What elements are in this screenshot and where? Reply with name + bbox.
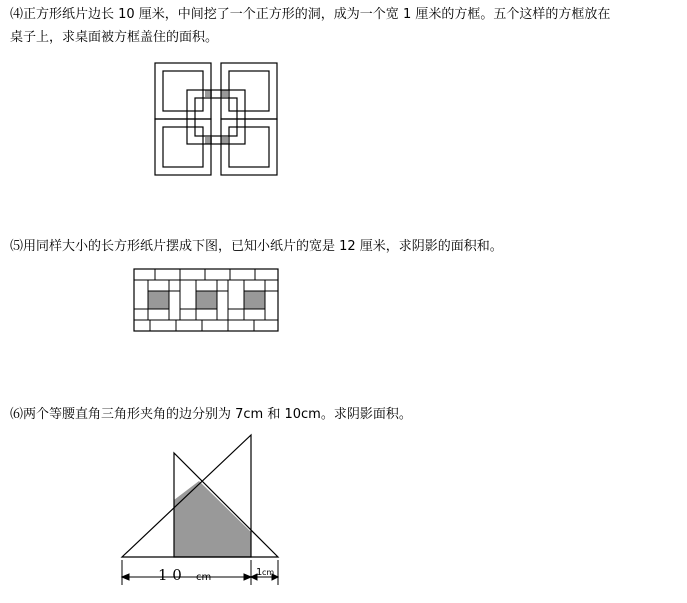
figure-5-rectangles	[134, 269, 278, 331]
frame-bottom-left	[155, 119, 211, 175]
frame-top-left	[155, 63, 211, 119]
frame-center	[187, 90, 245, 144]
problem-4-text-line1: ⑷正方形纸片边长 10 厘米，中间挖了一个正方形的洞，成为一个宽 1 厘米的方框。五个这样的方框放在	[10, 7, 611, 22]
figure-6-triangles	[122, 435, 278, 585]
figure-5-shaded-squares	[148, 291, 265, 309]
figure-4-frames	[155, 63, 277, 175]
dimension-left-unit: cm	[196, 572, 212, 583]
frame-bottom-right	[221, 119, 277, 175]
dimension-right-number: 1	[256, 567, 263, 578]
dimension-left-number: 1 0	[158, 566, 182, 584]
problem-5-text: ⑸用同样大小的长方形纸片摆成下图，已知小纸片的宽是 12 厘米，求阴影的面积和。	[10, 239, 503, 254]
problem-4-text-line2: 桌子上，求桌面被方框盖住的面积。	[10, 30, 219, 45]
dimension-right-unit: cm	[262, 568, 275, 577]
problem-6-text: ⑹两个等腰直角三角形夹角的边分别为 7cm 和 10cm。求阴影面积。	[10, 407, 412, 422]
frame-top-right	[221, 63, 277, 119]
